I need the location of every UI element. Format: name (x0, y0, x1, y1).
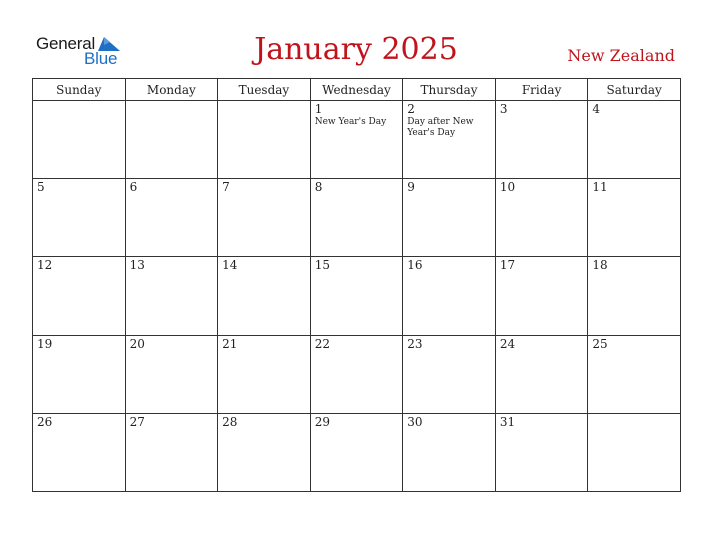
day-cell (33, 257, 126, 335)
day-cell (33, 101, 126, 179)
weekday-header-row (33, 79, 681, 101)
day-cell (33, 179, 126, 257)
day-number: 12 (37, 258, 53, 273)
day-cell (33, 413, 126, 491)
day-number (33, 101, 125, 102)
weekday-wednesday: Wednesday (310, 79, 403, 101)
day-cell (403, 101, 496, 179)
day-cell (125, 101, 218, 179)
day-number: 26 (37, 414, 53, 429)
weekday-monday: Monday (125, 79, 218, 101)
day-number: 9 (407, 180, 415, 195)
day-cell (588, 101, 681, 179)
day-number: 10 (499, 180, 516, 195)
day-number: 15 (314, 258, 330, 273)
day-cell (218, 179, 311, 257)
day-number (588, 414, 680, 415)
day-cell (218, 257, 311, 335)
holiday-label: New Year's Day (314, 117, 387, 127)
holiday-label: Day after New Year's Day (407, 117, 474, 138)
day-cell (125, 179, 218, 257)
day-cell (495, 257, 588, 335)
day-cell (403, 179, 496, 257)
day-number: 24 (499, 336, 516, 351)
day-cell (588, 413, 681, 491)
calendar-title: January 2025 (254, 32, 458, 67)
weekday-sunday: Sunday (33, 79, 126, 101)
day-number: 14 (222, 258, 238, 273)
week-row (33, 179, 681, 257)
day-cell (495, 335, 588, 413)
day-cell (495, 413, 588, 491)
day-number: 16 (407, 258, 423, 273)
day-number: 25 (592, 336, 608, 351)
day-number: 29 (314, 414, 330, 429)
day-cell (125, 413, 218, 491)
calendar-grid (32, 78, 681, 492)
weekday-saturday: Saturday (588, 79, 681, 101)
day-number: 31 (499, 414, 516, 429)
day-cell (403, 335, 496, 413)
day-cell (495, 101, 588, 179)
day-number: 20 (129, 336, 145, 351)
day-cell (33, 335, 126, 413)
day-number: 11 (592, 180, 608, 195)
calendar-body (33, 101, 681, 492)
weekday-thursday: Thursday (403, 79, 496, 101)
day-number: 8 (314, 180, 323, 195)
day-cell (588, 335, 681, 413)
day-cell (403, 257, 496, 335)
day-cell (310, 101, 403, 179)
week-row (33, 335, 681, 413)
day-cell (310, 413, 403, 491)
day-number: 3 (499, 102, 508, 116)
day-number: 23 (407, 336, 423, 351)
day-cell (495, 179, 588, 257)
day-number (126, 101, 218, 102)
weekday-friday: Friday (495, 79, 588, 101)
logo-general-text: General (36, 34, 96, 53)
day-cell (218, 335, 311, 413)
day-number: 17 (499, 258, 516, 273)
day-number: 28 (222, 414, 238, 429)
weekday-tuesday: Tuesday (218, 79, 311, 101)
day-cell (310, 179, 403, 257)
week-row (33, 101, 681, 179)
day-cell (218, 413, 311, 491)
day-cell (310, 257, 403, 335)
day-cell (588, 257, 681, 335)
day-number: 27 (129, 414, 145, 429)
day-number: 30 (407, 414, 423, 429)
day-number: 7 (222, 180, 230, 195)
day-cell (125, 257, 218, 335)
day-number: 5 (37, 180, 45, 195)
day-number: 22 (314, 336, 330, 351)
country-name: New Zealand (567, 46, 675, 65)
day-number: 21 (222, 336, 238, 351)
week-row (33, 257, 681, 335)
week-row (33, 413, 681, 491)
day-cell (218, 101, 311, 179)
day-cell (125, 335, 218, 413)
logo-blue-text: Blue (84, 49, 118, 68)
day-number: 4 (592, 102, 601, 116)
day-number: 13 (129, 258, 145, 273)
day-number: 18 (592, 258, 608, 273)
day-cell (310, 335, 403, 413)
day-number: 2 (407, 102, 415, 116)
day-cell (588, 179, 681, 257)
day-number: 19 (37, 336, 53, 351)
day-number (218, 101, 310, 102)
day-number: 1 (314, 102, 323, 116)
day-cell (403, 413, 496, 491)
day-number: 6 (129, 180, 138, 195)
